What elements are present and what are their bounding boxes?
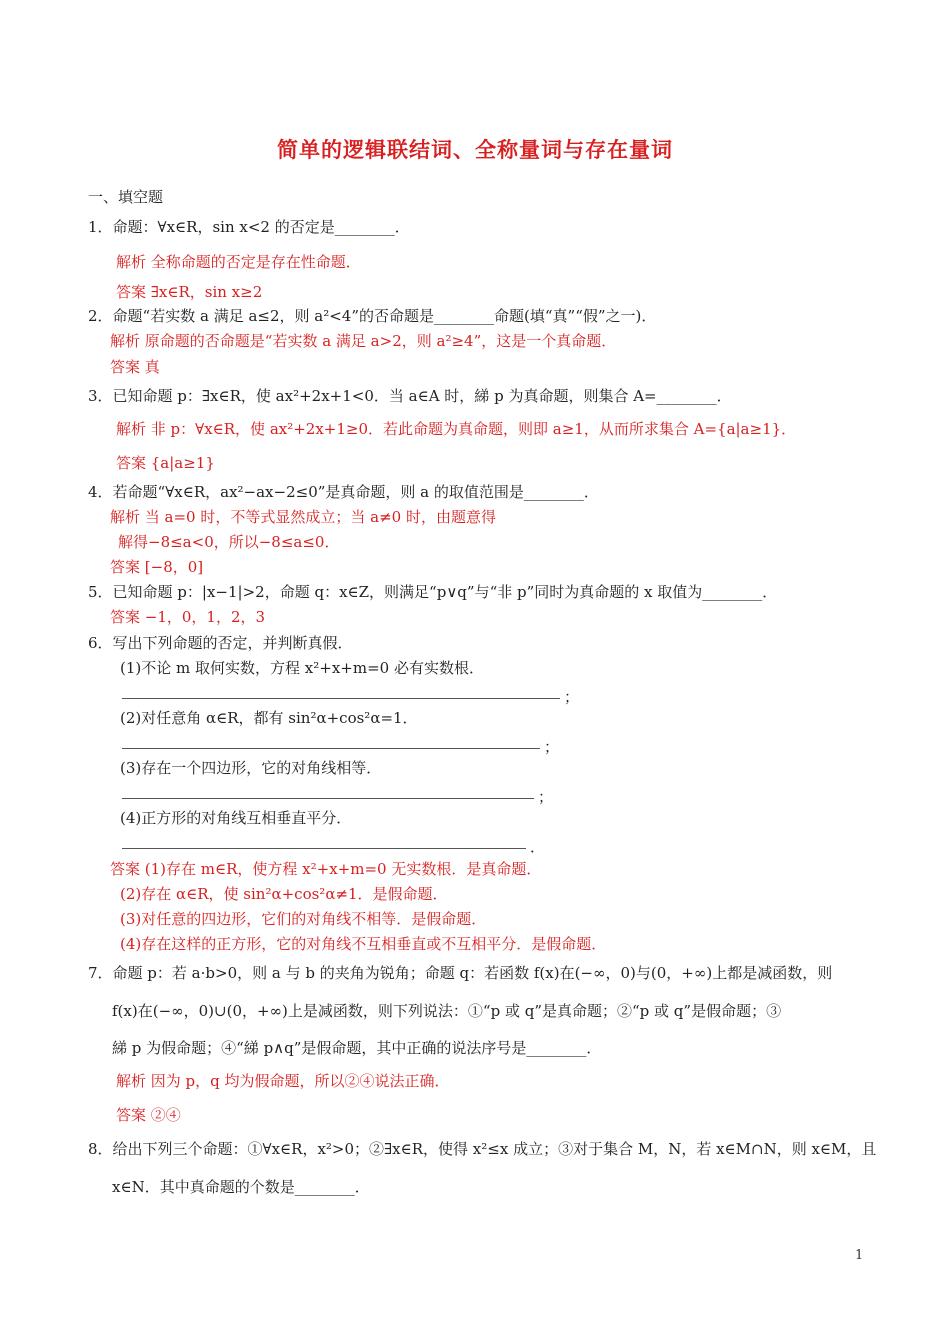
solution-line: 解析 原命题的否命题是“若实数 a 满足 a>2，则 a²≥4”，这是一个真命题． <box>110 332 617 350</box>
answer-line-end-punct: ； <box>544 738 560 756</box>
question-line: 5．已知命题 p：|x−1|>2，命题 q：x∈Z，则满足“p∨q”与“非 p”同时为真命题的 x 取值为________． <box>88 583 778 601</box>
solution-line: 解析 非 p：∀x∈R，使 ax²+2x+1≥0．若此命题为真命题，则即 a≥1，从而所求集合 A={a|a≥1}． <box>116 420 797 438</box>
solution-line: (2)存在 α∈R，使 sin²α+cos²α≠1．是假命题． <box>120 885 448 903</box>
solution-line: 解析 当 a=0 时，不等式显然成立；当 a≠0 时，由题意得 <box>110 508 496 526</box>
solution-line: 答案 (1)存在 m∈R，使方程 x²+x+m=0 无实数根．是真命题． <box>110 860 542 878</box>
question-line: f(x)在(−∞，0)∪(0，+∞)上是减函数，则下列说法：①“p 或 q”是真命题；②“p 或 q”是假命题；③ <box>112 1002 782 1020</box>
question-line: (3)存在一个四边形，它的对角线相等． <box>120 759 382 777</box>
solution-line: (3)对任意的四边形，它们的对角线不相等．是假命题． <box>120 910 487 928</box>
question-line: 4．若命题“∀x∈R，ax²−ax−2≤0”是真命题，则 a 的取值范围是________． <box>88 483 599 501</box>
answer-line-end-punct: ； <box>538 788 554 806</box>
answer-blank-line <box>122 848 526 849</box>
answer-line-end-punct: ． <box>530 838 546 856</box>
solution-line: 解析 因为 p，q 均为假命题，所以②④说法正确． <box>116 1072 450 1090</box>
question-line: (2)对任意角 α∈R，都有 sin²α+cos²α=1． <box>120 709 418 727</box>
question-line: 1．命题：∀x∈R，sin x<2 的否定是________． <box>88 218 410 236</box>
question-line: 綈 p 为假命题；④“綈 p∧q”是假命题，其中正确的说法序号是________． <box>112 1039 602 1057</box>
question-line: 6．写出下列命题的否定，并判断真假． <box>88 634 353 652</box>
solution-line: 答案 [−8，0] <box>110 558 204 576</box>
solution-line: (4)存在这样的正方形，它的对角线不互相垂直或不互相平分．是假命题． <box>120 935 607 953</box>
answer-blank-line <box>122 698 560 699</box>
question-line: (4)正方形的对角线互相垂直平分． <box>120 809 352 827</box>
question-line: 2．命题“若实数 a 满足 a≤2，则 a²<4”的否命题是________命题(填“真”“假”之一)． <box>88 307 657 325</box>
section-heading: 一、填空题 <box>88 188 164 206</box>
answer-blank-line <box>122 798 534 799</box>
solution-line: 答案 −1，0，1，2，3 <box>110 608 266 626</box>
solution-line: 答案 ②④ <box>116 1106 181 1124</box>
question-line: 8．给出下列三个命题：①∀x∈R，x²>0；②∃x∈R，使得 x²≤x 成立；③对于集合 M，N，若 x∈M∩N，则 x∈M，且 <box>88 1140 877 1158</box>
solution-line: 解析 全称命题的否定是存在性命题． <box>116 253 361 271</box>
solution-line: 答案 真 <box>110 358 160 376</box>
question-line: 3．已知命题 p：∃x∈R，使 ax²+2x+1<0．当 a∈A 时，綈 p 为真命题，则集合 A=________． <box>88 387 732 405</box>
question-line: (1)不论 m 取何实数，方程 x²+x+m=0 必有实数根． <box>120 659 484 677</box>
answer-blank-line <box>122 748 540 749</box>
solution-line: 答案 ∃x∈R，sin x≥2 <box>116 283 263 301</box>
page-number: 1 <box>855 1248 864 1263</box>
question-line: 7．命题 p：若 a·b>0，则 a 与 b 的夹角为锐角；命题 q：若函数 f(x)在(−∞，0)与(0，+∞)上都是减函数，则 <box>88 964 833 982</box>
answer-line-end-punct: ； <box>564 688 580 706</box>
page-title: 简单的逻辑联结词、全称量词与存在量词 <box>277 137 673 162</box>
question-line: x∈N．其中真命题的个数是________． <box>112 1178 370 1196</box>
solution-line: 解得−8≤a<0，所以−8≤a≤0． <box>118 533 340 551</box>
solution-line: 答案 {a|a≥1} <box>116 454 215 472</box>
